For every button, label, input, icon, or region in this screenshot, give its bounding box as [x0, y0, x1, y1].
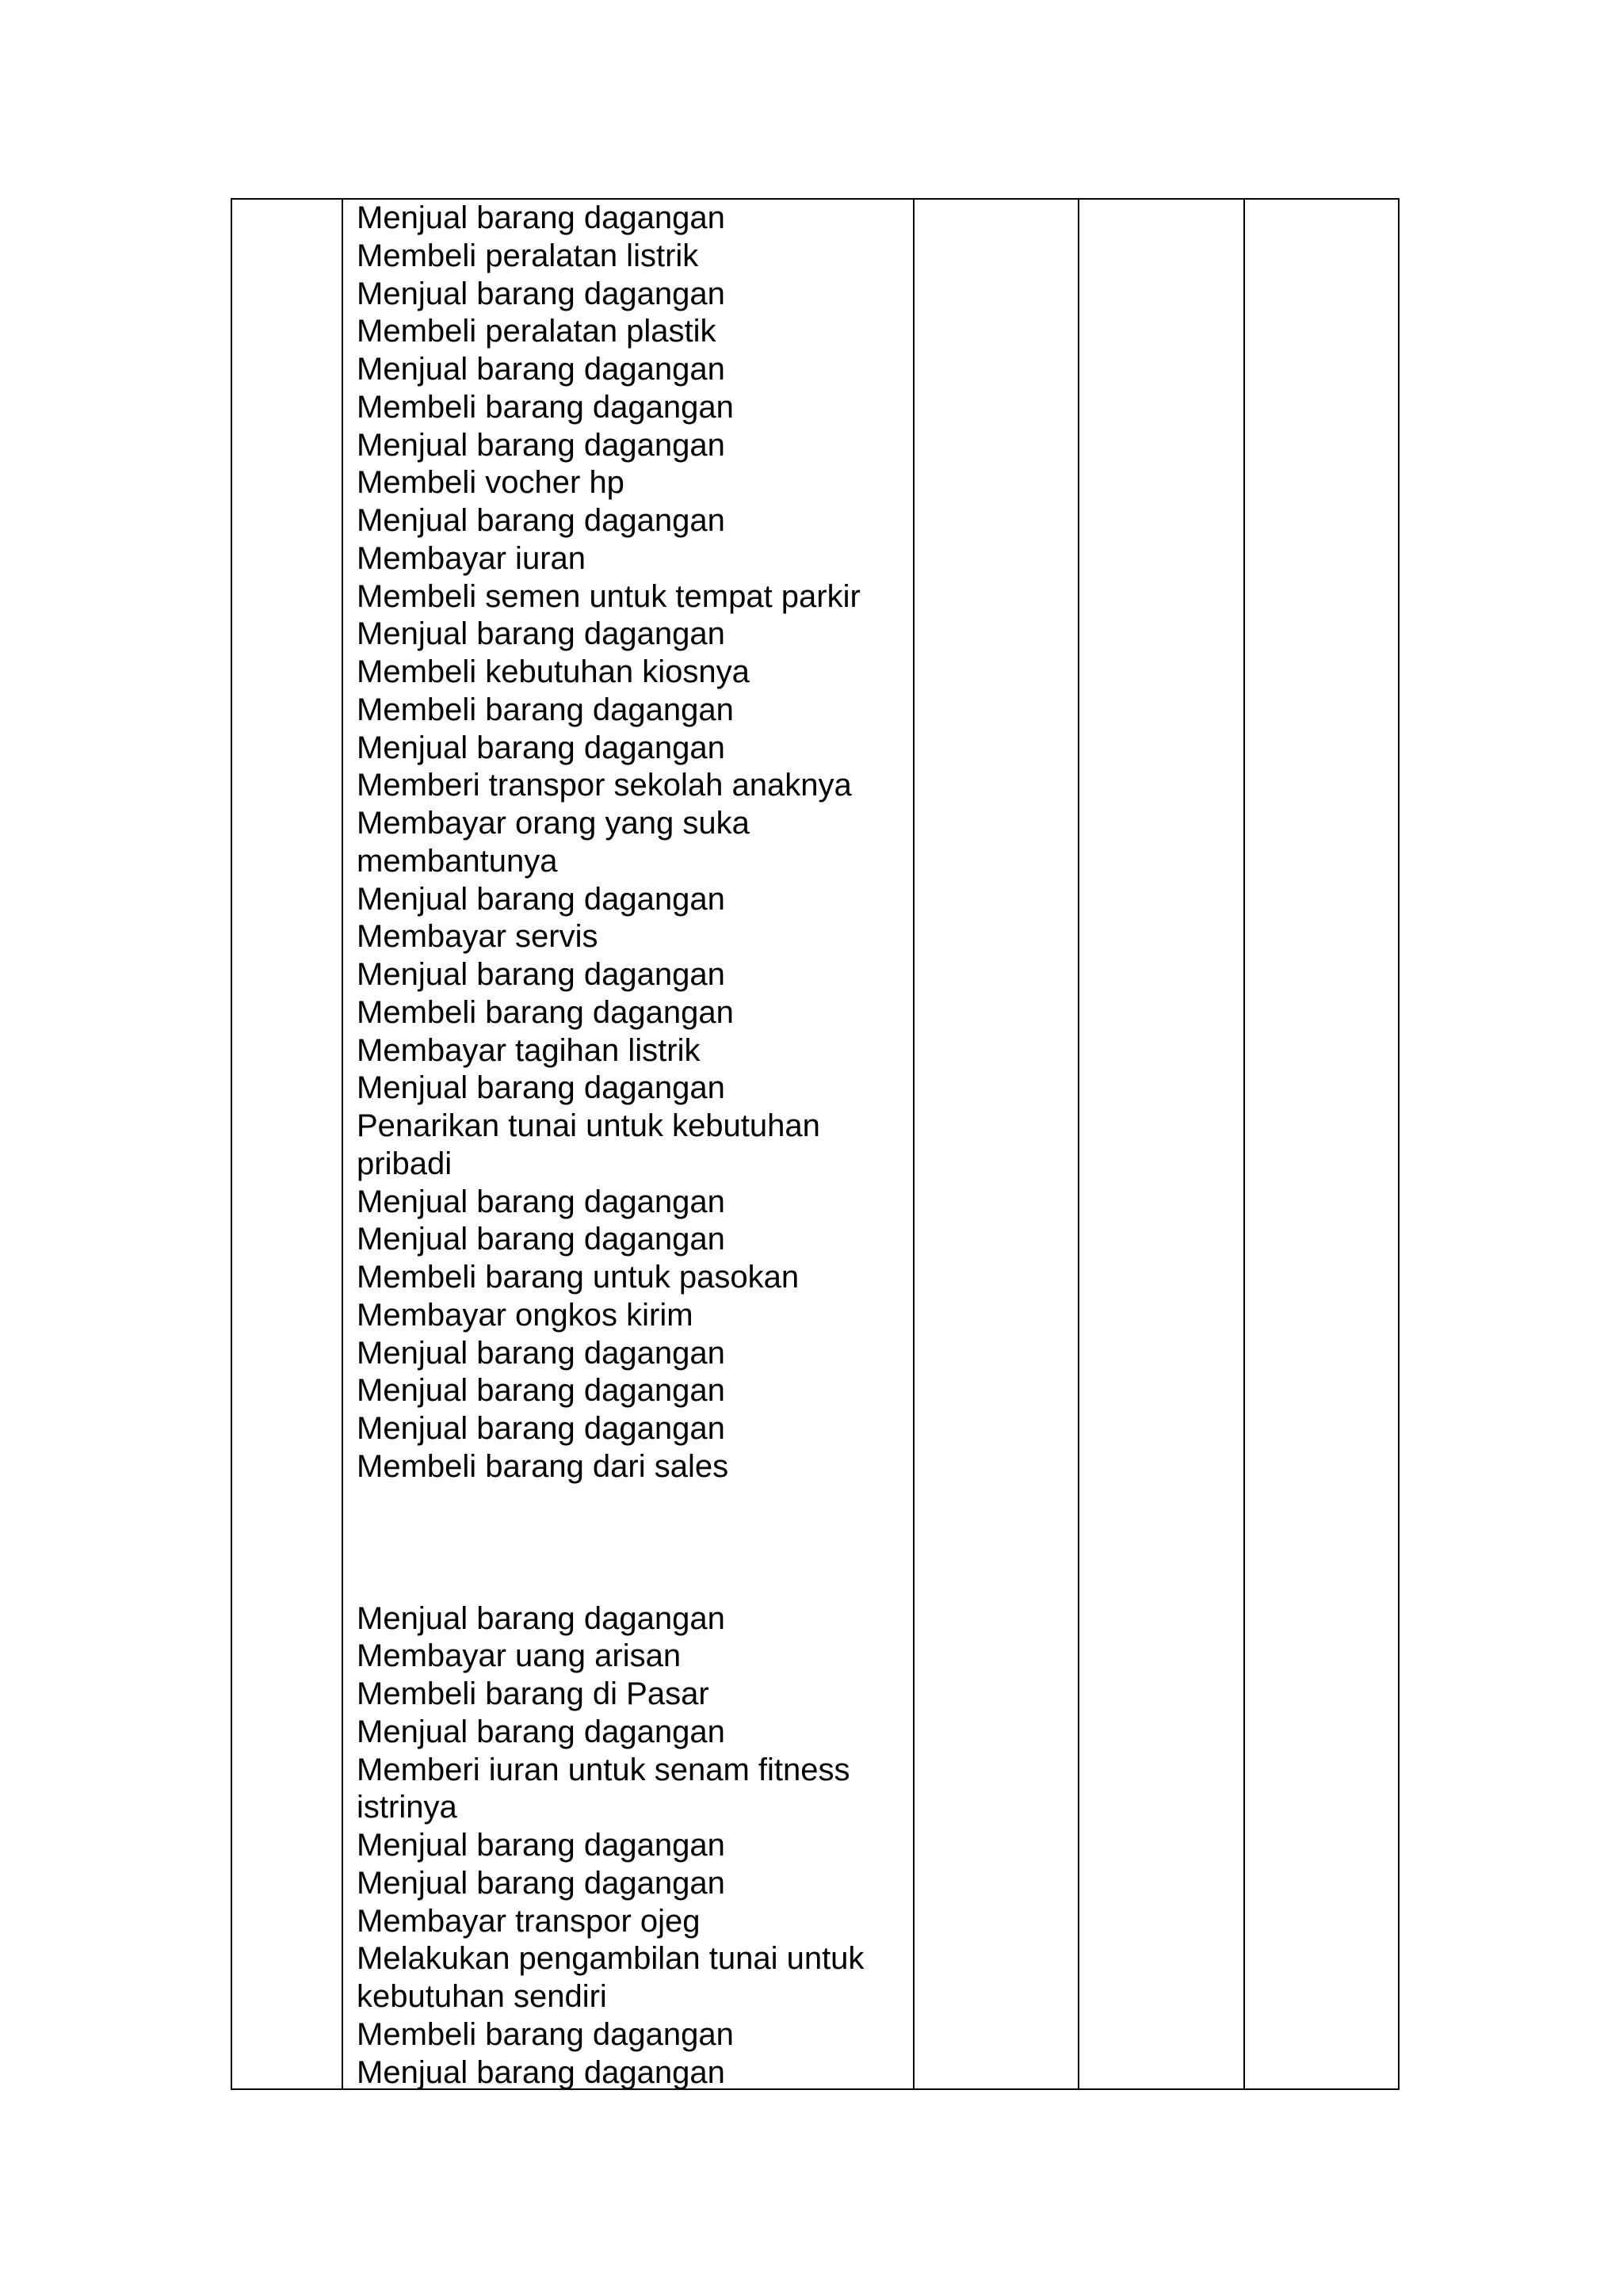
activity-line: Membayar orang yang suka — [357, 806, 750, 841]
activity-line: Membeli barang di Pasar — [357, 1676, 709, 1711]
activity-line: Menjual barang dagangan — [357, 881, 725, 917]
activity-line: Membayar iuran — [357, 540, 586, 576]
activity-line: Menjual barang dagangan — [357, 276, 725, 311]
activity-line: Membeli barang dagangan — [357, 692, 734, 727]
activity-line: Menjual barang dagangan — [357, 1335, 725, 1371]
activity-line: Membayar ongkos kirim — [357, 1297, 693, 1333]
activity-line: Menjual barang dagangan — [357, 427, 725, 463]
activity-line: Membayar uang arisan — [357, 1638, 682, 1674]
activity-line: Menjual barang dagangan — [357, 1828, 725, 1863]
activity-line: Menjual barang dagangan — [357, 200, 725, 235]
activity-line — [357, 1524, 903, 1562]
activity-line: Menjual barang dagangan — [357, 1222, 725, 1257]
activity-line: Membeli barang dagangan — [357, 2016, 734, 2052]
activity-list — [357, 200, 903, 2092]
activity-line: Menjual barang dagangan — [357, 730, 725, 765]
activity-line: Menjual barang dagangan — [357, 503, 725, 538]
activity-line: Membeli peralatan listrik — [357, 238, 699, 273]
activity-line — [357, 1562, 903, 1600]
column-divider-3 — [1078, 200, 1079, 2088]
activity-line: Menjual barang dagangan — [357, 1070, 725, 1106]
activity-line: Melakukan pengambilan tunai untuk — [357, 1941, 865, 1977]
activity-line: Membeli vocher hp — [357, 465, 624, 501]
activity-line: Membeli peralatan plastik — [357, 314, 716, 349]
activity-line: Menjual barang dagangan — [357, 1184, 725, 1219]
activity-line: Memberi iuran untuk senam fitness — [357, 1752, 850, 1787]
activity-line: Menjual barang dagangan — [357, 1600, 725, 1636]
activity-line: Membeli barang dagangan — [357, 389, 734, 425]
activity-line: Membayar transpor ojeg — [357, 1903, 701, 1939]
column-divider-1 — [342, 200, 343, 2088]
column-divider-4 — [1243, 200, 1245, 2088]
activity-line: Membayar servis — [357, 919, 598, 955]
activity-line: Menjual barang dagangan — [357, 2054, 725, 2090]
activity-line — [357, 1486, 903, 1524]
activity-line: Penarikan tunai untuk kebutuhan — [357, 1108, 820, 1143]
activity-line: Memberi transpor sekolah anaknya — [357, 768, 852, 803]
column-divider-2 — [913, 200, 915, 2088]
activity-line: Menjual barang dagangan — [357, 1865, 725, 1901]
activity-line: Menjual barang dagangan — [357, 352, 725, 387]
table-frame — [231, 198, 1400, 2090]
activity-line: Membeli barang dari sales — [357, 1448, 729, 1484]
activity-line: Membeli kebutuhan kiosnya — [357, 654, 750, 689]
activity-line: Membayar tagihan listrik — [357, 1032, 701, 1068]
activity-line: Membeli semen untuk tempat parkir — [357, 578, 861, 614]
activity-line: membantunya — [357, 843, 558, 879]
activity-line: pribadi — [357, 1146, 453, 1181]
activity-line: Membeli barang untuk pasokan — [357, 1260, 800, 1295]
activity-line: Membeli barang dagangan — [357, 994, 734, 1030]
activity-line: Menjual barang dagangan — [357, 616, 725, 652]
activity-line: Menjual barang dagangan — [357, 957, 725, 992]
activity-line: Menjual barang dagangan — [357, 1373, 725, 1409]
activity-line: kebutuhan sendiri — [357, 1979, 607, 2014]
activity-line: Menjual barang dagangan — [357, 1714, 725, 1749]
activity-line: istrinya — [357, 1790, 457, 1825]
activity-line: Menjual barang dagangan — [357, 1411, 725, 1446]
